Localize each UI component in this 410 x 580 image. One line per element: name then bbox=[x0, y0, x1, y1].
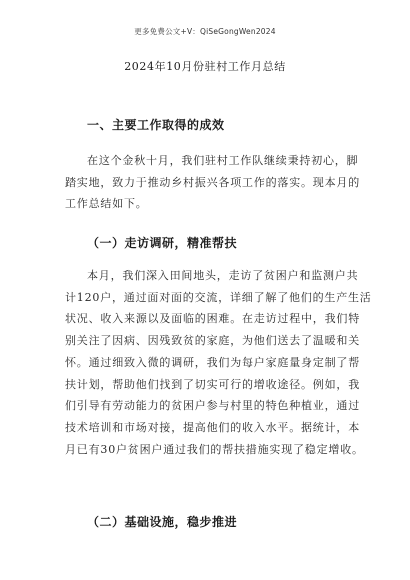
paragraph-line: 技术培训和市场对接，提高他们的收入水平。据统计，本 bbox=[65, 420, 360, 434]
paragraph-line: 踏实地，致力于推动乡村振兴各项工作的落实。现本月的 bbox=[65, 175, 360, 189]
paragraph-line: 状况、收入来源以及面临的困难。在走访过程中，我们特 bbox=[65, 312, 360, 326]
visits-paragraph bbox=[65, 265, 372, 460]
subsection-heading-visits: （一）走访调研，精准帮扶 bbox=[87, 236, 238, 250]
paragraph-line: 怀。通过细致入微的调研，我们为每户家庭量身定制了帮 bbox=[65, 355, 360, 369]
paragraph-line: 工作总结如下。 bbox=[65, 197, 148, 211]
paragraph-line: 本月，我们深入田间地头，走访了贫困户和监测户共 bbox=[87, 269, 359, 282]
section-heading-achievements: 一、主要工作取得的成效 bbox=[87, 118, 225, 132]
paragraph-line: 计120户，通过面对面的交流，详细了解了他们的生产生活 bbox=[65, 290, 372, 304]
document-title: 2024年10月份驻村工作月总结 bbox=[124, 60, 286, 73]
paragraph-line: 别关注了因病、因残致贫的家庭，为他们送去了温暖和关 bbox=[65, 334, 360, 348]
paragraph-line: 月已有30户贫困户通过我们的帮扶措施实现了稳定增收。 bbox=[65, 442, 364, 456]
paragraph-line: 们引导有劳动能力的贫困户参与村里的特色种植业，通过 bbox=[65, 399, 360, 413]
subsection-heading-infrastructure: （二）基础设施，稳步推进 bbox=[87, 515, 238, 529]
header-watermark-text: 更多免费公文+V：QiSeGongWen2024 bbox=[134, 27, 276, 36]
paragraph-line: 在这个金秋十月，我们驻村工作队继续秉持初心，脚 bbox=[87, 154, 359, 167]
paragraph-line: 扶计划，帮助他们找到了切实可行的增收途径。例如，我 bbox=[65, 377, 360, 391]
intro-paragraph bbox=[65, 150, 360, 215]
